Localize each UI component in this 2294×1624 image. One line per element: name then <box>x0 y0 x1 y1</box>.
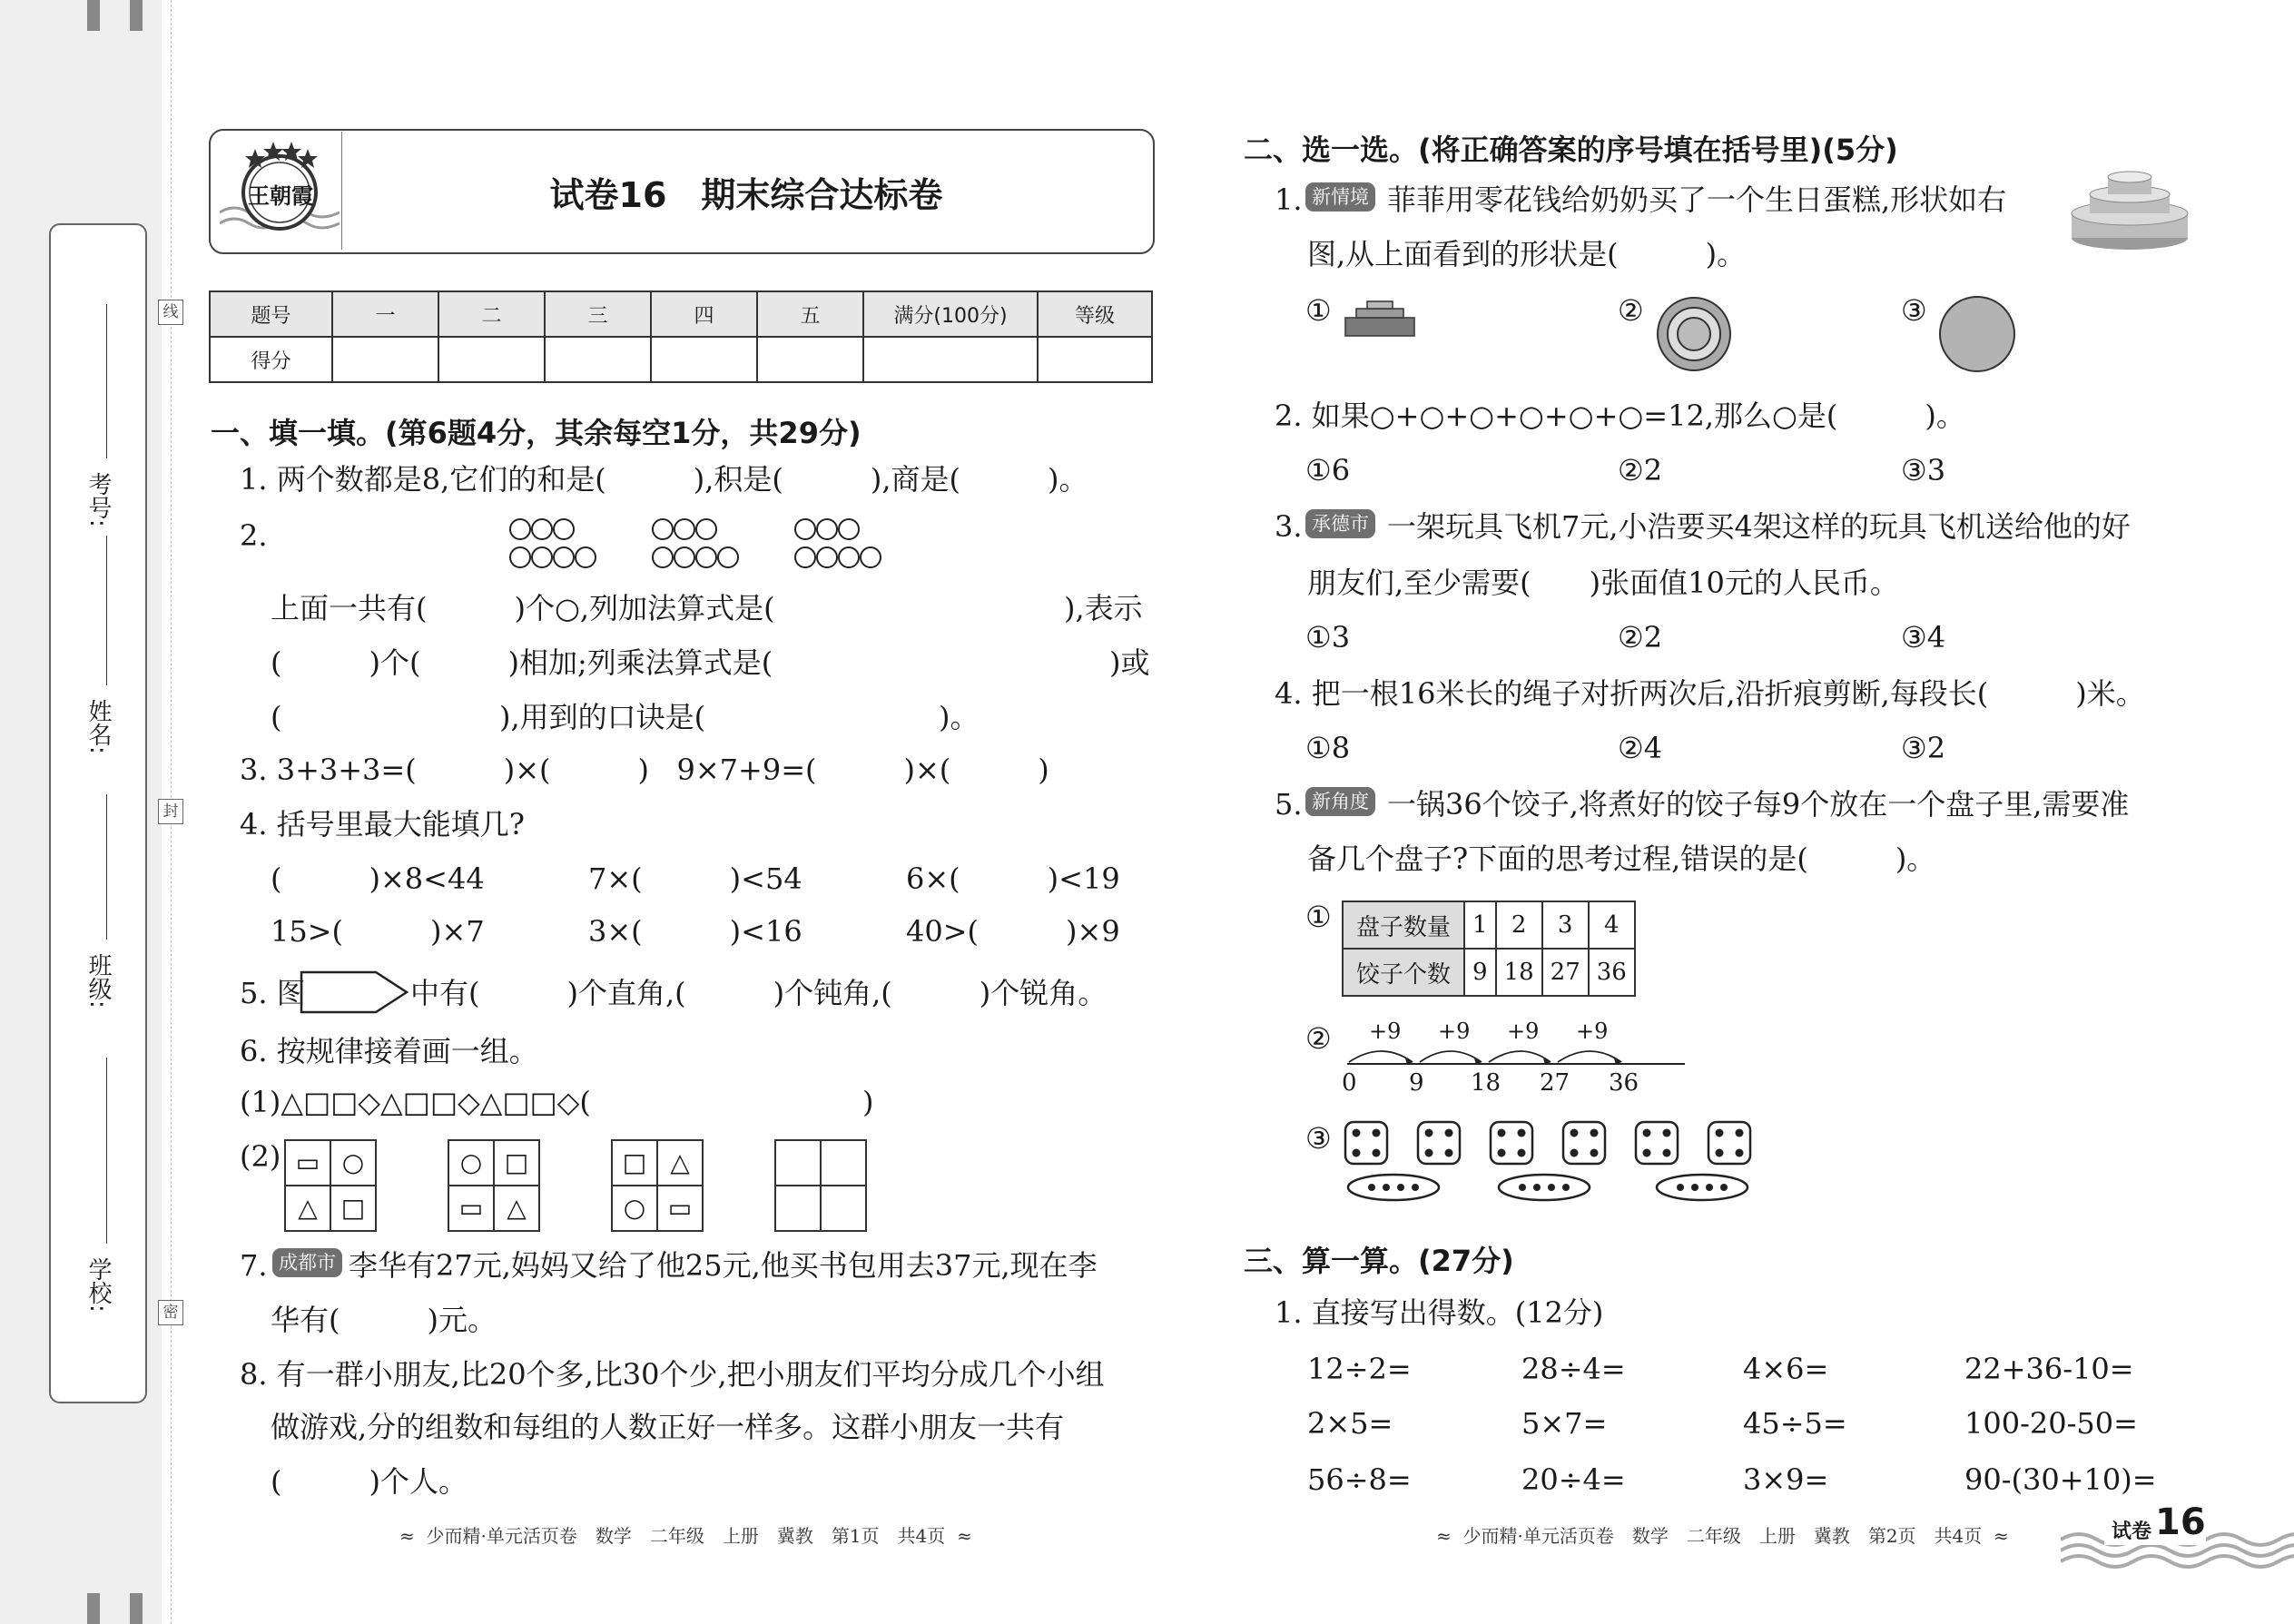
section3-title: 三、算一算。(27分) <box>1244 1244 1514 1278</box>
number-line-label: 27 <box>1540 1069 1570 1097</box>
s1-q2-line-a: 上面一共有( )个○,列加法算式是( <box>271 591 775 625</box>
region-tag-label: 成都市 <box>272 1248 342 1277</box>
number-line-label: 9 <box>1409 1069 1424 1097</box>
s2-q3-number: 3. <box>1275 509 1303 544</box>
page-title: 试卷16 期末综合达标卷 <box>549 175 943 215</box>
s1-q2-line-c: ( <box>271 700 282 734</box>
s2-q1-option-3: ③ <box>1901 293 1927 328</box>
region-tag <box>272 1248 348 1277</box>
fold-mark-secret: 密 <box>158 1300 183 1325</box>
fold-mark-seal: 封 <box>158 799 183 824</box>
score-header-cell: 等级 <box>1038 291 1152 337</box>
field-school[interactable] <box>106 1058 107 1244</box>
s1-q2-line-c-end: )。 <box>939 700 980 734</box>
angle-tag-label: 新角度 <box>1305 787 1375 816</box>
s2-q5-option-3: ③ <box>1305 1121 1332 1156</box>
dice-grouping-illustration <box>1342 1118 1759 1207</box>
fold-mark-line: 线 <box>158 300 183 325</box>
s2-q3-line-b: 朋友们,至少需要( )张面值10元的人民币。 <box>1307 566 1899 600</box>
score-header-cell: 一 <box>332 291 438 337</box>
score-input-cell[interactable] <box>651 337 757 382</box>
calc-item: 56÷8= <box>1307 1462 1412 1497</box>
s1-q2-line-c-mid: ),用到的口诀是( <box>499 700 706 734</box>
student-info-box <box>49 223 147 1403</box>
s2-q3-line-a: 一架玩具飞机7元,小浩要买4架这样的玩具飞机送给他的好 <box>1387 509 2131 544</box>
score-header-cell: 五 <box>757 291 863 337</box>
plate-table-cell: 36 <box>1589 949 1635 996</box>
pattern-shape: △ <box>507 1193 527 1223</box>
label-name: 姓名: <box>84 699 112 754</box>
calc-item: 4×6= <box>1743 1352 1829 1386</box>
number-line-step: +9 <box>1576 1019 1609 1044</box>
pattern-shape: ▭ <box>295 1147 320 1177</box>
s3-sub1: 1. 直接写出得数。(12分) <box>1275 1295 1604 1330</box>
s1-q5-rest: 中有( )个直角,( )个钝角,( )个锐角。 <box>410 976 1108 1010</box>
score-input-cell[interactable] <box>438 337 545 382</box>
pattern-shape: □ <box>340 1193 366 1223</box>
region-tag-label: 承德市 <box>1305 509 1375 538</box>
label-school: 学校: <box>84 1257 112 1313</box>
s1-q2-line-a-end: ),表示 <box>1064 591 1143 625</box>
calc-item: 20÷4= <box>1521 1462 1626 1497</box>
score-header-cell: 四 <box>651 291 757 337</box>
score-input-cell[interactable] <box>757 337 863 382</box>
calc-item: 3×9= <box>1743 1462 1829 1497</box>
footer-right: ≈ 少而精·单元活页卷 数学 二年级 上册 冀教 第2页 共4页 ≈ <box>1436 1525 2009 1547</box>
pattern-shape: ▭ <box>667 1193 693 1223</box>
option-solid-circle-icon <box>1937 294 2017 378</box>
calc-item: 2×5= <box>1307 1406 1393 1441</box>
binding-bar <box>87 1593 100 1624</box>
s2-q1-option-2: ② <box>1618 293 1644 328</box>
s1-q8-line-a: 8. 有一群小朋友,比20个多,比30个少,把小朋友们平均分成几个小组 <box>240 1357 1105 1392</box>
s1-q4-item: 15>( )×7 <box>271 914 485 949</box>
score-row-label: 得分 <box>210 337 332 382</box>
s1-q7-number: 7. <box>240 1248 268 1283</box>
s1-q5-start: 5. 图 <box>240 976 306 1010</box>
s2-q1-line-b: 图,从上面看到的形状是( )。 <box>1307 237 1747 271</box>
calc-item: 22+36-10= <box>1964 1352 2134 1386</box>
s2-q2-option: ③3 <box>1901 453 1946 487</box>
score-header-cell: 题号 <box>210 291 332 337</box>
s2-q1-number: 1. <box>1275 182 1303 217</box>
s1-q4: 4. 括号里最大能填几? <box>240 807 525 842</box>
pattern-shape: △ <box>298 1193 318 1223</box>
s2-q3-option: ②2 <box>1618 620 1663 655</box>
s2-q1-option-1: ① <box>1305 293 1332 328</box>
plate-table-header: 饺子个数 <box>1343 949 1464 996</box>
score-input-cell[interactable] <box>332 337 438 382</box>
plate-table-cell: 27 <box>1542 949 1589 996</box>
score-input-cell[interactable] <box>1038 337 1152 382</box>
section2-title: 二、选一选。(将正确答案的序号填在括号里)(5分) <box>1244 133 1898 167</box>
s1-q8-line-b: 做游戏,分的组数和每组的人数正好一样多。这群小朋友一共有 <box>271 1410 1065 1444</box>
s2-q4-option: ②4 <box>1618 731 1663 765</box>
pattern-shape: ○ <box>623 1193 646 1223</box>
plate-table-cell: 18 <box>1496 949 1542 996</box>
s2-q2: 2. 如果○+○+○+○+○+○=12,那么○是( )。 <box>1275 399 1965 433</box>
pattern-shape: ○ <box>459 1147 483 1177</box>
badge-number: 16 <box>2155 1501 2206 1543</box>
option-concentric-circles-icon <box>1654 294 1734 378</box>
calc-item: 12÷2= <box>1307 1352 1412 1386</box>
plate-table-cell: 1 <box>1464 901 1496 949</box>
footer-left: ≈ 少而精·单元活页卷 数学 二年级 上册 冀教 第1页 共4页 ≈ <box>399 1525 972 1547</box>
number-line-label: 0 <box>1342 1069 1357 1097</box>
header-logo-text: 王朝霞 <box>248 183 313 209</box>
s1-q2-line-b-end: )或 <box>1109 645 1150 680</box>
calc-item: 100-20-50= <box>1964 1406 2138 1441</box>
s1-q1: 1. 两个数都是8,它们的和是( ),积是( ),商是( )。 <box>240 462 1088 497</box>
pattern-shape: □ <box>504 1147 529 1177</box>
s1-q6-part2: (2) <box>240 1139 281 1174</box>
s2-q3-option: ①3 <box>1305 620 1351 655</box>
s2-q5-line-b: 备几个盘子?下面的思考过程,错误的是( )。 <box>1307 842 1936 876</box>
s2-q4-option: ①8 <box>1305 731 1351 765</box>
score-header-cell: 三 <box>545 291 651 337</box>
s1-q6-part1-end: ) <box>862 1085 874 1119</box>
s2-q4: 4. 把一根16米长的绳子对折两次后,沿折痕剪断,每段长( )米。 <box>1275 676 2145 711</box>
calc-item: 5×7= <box>1521 1406 1608 1441</box>
s2-q5-number: 5. <box>1275 787 1303 822</box>
s1-q7-line-a: 李华有27元,妈妈又给了他25元,他买书包用去37元,现在李 <box>349 1248 1098 1283</box>
plate-table <box>1342 901 1636 997</box>
calc-item: 90-(30+10)= <box>1964 1462 2157 1497</box>
plate-table-cell: 3 <box>1542 901 1589 949</box>
field-exam-number[interactable] <box>106 304 107 458</box>
binding-bar <box>87 0 100 31</box>
binding-bar <box>130 0 143 31</box>
score-input-cell[interactable] <box>545 337 651 382</box>
s1-q4-item: 7×( )<54 <box>588 861 802 896</box>
number-line-step: +9 <box>1507 1019 1540 1044</box>
pattern-shape: △ <box>670 1147 690 1177</box>
plate-table-header: 盘子数量 <box>1343 901 1464 949</box>
cake-image <box>2068 163 2191 258</box>
s1-q3: 3. 3+3+3=( )×( ) 9×7+9=( )×( ) <box>240 753 1049 787</box>
s1-q8-line-c: ( )个人。 <box>271 1464 468 1499</box>
number-line-step: +9 <box>1438 1019 1471 1044</box>
pattern-shape: ▭ <box>458 1193 484 1223</box>
s2-q5-line-a: 一锅36个饺子,将煮好的饺子每9个放在一个盘子里,需要准 <box>1387 787 2130 822</box>
score-header-cell: 满分(100分) <box>863 291 1038 337</box>
number-line-label: 36 <box>1609 1069 1639 1097</box>
badge-label: 试卷 <box>2112 1521 2152 1543</box>
plate-table-wrap <box>1342 901 1636 997</box>
pattern-shape: ○ <box>341 1147 365 1177</box>
s2-q3-option: ③4 <box>1901 620 1946 655</box>
number-line-label: 18 <box>1471 1069 1501 1097</box>
label-class: 班级: <box>84 953 112 1009</box>
label-exam-number: 考号: <box>84 472 112 527</box>
s1-q4-item: 6×( )<19 <box>906 861 1120 896</box>
s2-q2-option: ①6 <box>1305 453 1351 487</box>
s2-q2-option: ②2 <box>1618 453 1663 487</box>
field-class[interactable] <box>106 794 107 940</box>
binding-bar <box>130 1593 143 1624</box>
score-table <box>209 290 1153 383</box>
calc-item: 45÷5= <box>1743 1406 1847 1441</box>
pattern-shape: □ <box>622 1147 647 1177</box>
plate-table-cell: 4 <box>1589 901 1635 949</box>
s1-q4-item: 40>( )×9 <box>906 914 1120 949</box>
plate-table-cell: 9 <box>1464 949 1496 996</box>
section1-title: 一、填一填。(第6题4分，其余每空1分，共29分) <box>211 416 861 450</box>
score-input-cell[interactable] <box>863 337 1038 382</box>
field-name[interactable] <box>106 536 107 685</box>
s1-q4-item: 3×( )<16 <box>588 914 802 949</box>
s1-q4-item: ( )×8<44 <box>271 861 485 896</box>
angle-tag <box>1305 787 1381 816</box>
s1-q2-circle-groups <box>508 516 917 577</box>
s1-q6-part1: (1)△□□◇△□□◇△□□◇( <box>240 1085 591 1119</box>
option-side-view-icon <box>1342 294 1420 341</box>
number-line-step: +9 <box>1369 1019 1402 1044</box>
s2-q5-option-1: ① <box>1305 900 1332 934</box>
s1-q2-line-b: ( )个( )相加;列乘法算式是( <box>271 645 773 680</box>
scenario-tag-label: 新情境 <box>1305 182 1375 212</box>
s1-q6: 6. 按规律接着画一组。 <box>240 1034 538 1068</box>
s2-q4-option: ③2 <box>1901 731 1946 765</box>
s1-q2-number: 2. <box>240 518 268 553</box>
s2-q5-option-2: ② <box>1305 1021 1332 1056</box>
s1-q7-line-b: 华有( )元。 <box>271 1303 497 1337</box>
region-tag <box>1305 509 1381 538</box>
score-header-cell: 二 <box>438 291 545 337</box>
calc-item: 28÷4= <box>1521 1352 1626 1386</box>
pentagon-figure <box>300 969 410 1019</box>
scenario-tag <box>1305 182 1381 212</box>
plate-table-cell: 2 <box>1496 901 1542 949</box>
s2-q1-line-a: 菲菲用零花钱给奶奶买了一个生日蛋糕,形状如右 <box>1387 182 2007 217</box>
